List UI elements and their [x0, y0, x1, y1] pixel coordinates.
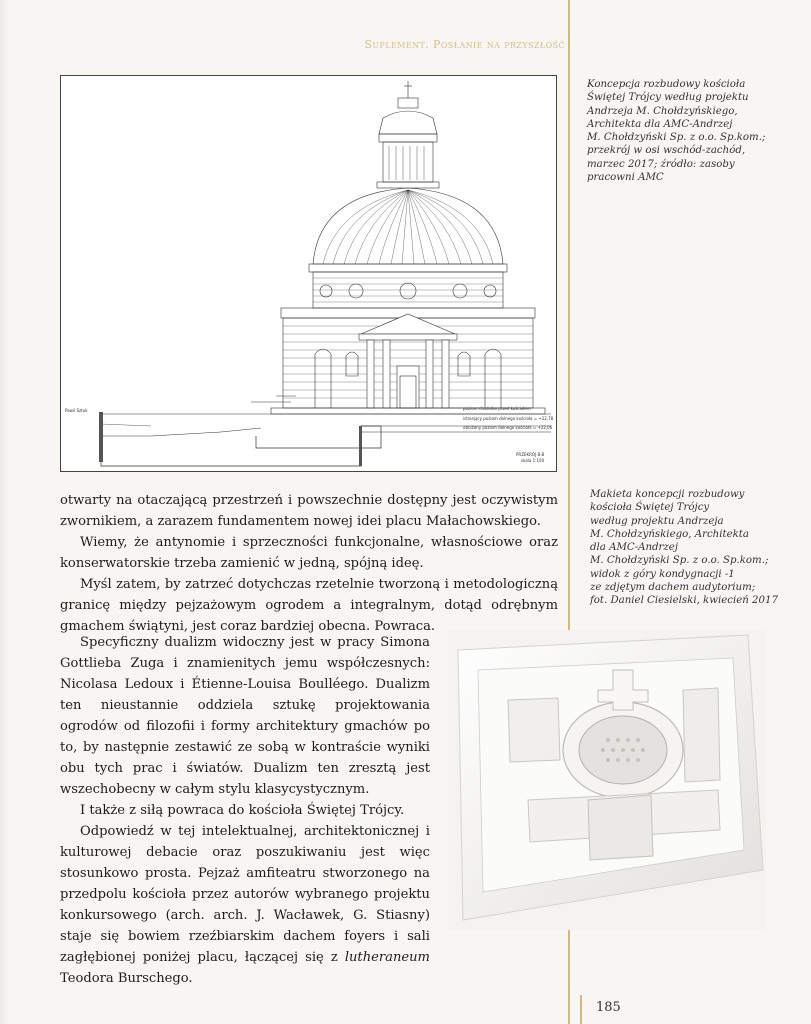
- drawing-level-2: istniejący poziom dolnego kościoła = +22,78: [463, 416, 554, 421]
- paragraph: Specyficzny dualizm widoczny jest w pracy Simona Gottlieba Zuga i znamienitych jemu współczesnych: Nicolasa Ledoux i Étienne-Louisa Boulléego. Dualizm ten nieustannie oddziela sztukę projektowania ogrodów od filozofii i formy architektury gmachów po to, by następnie zestawić ze sobą w kontraście wyniki obu tych prac i światów. Dualizm ten zresztą jest wszechobecny w całym stylu klasycystycznym.: [60, 635, 430, 797]
- paragraph: Myśl zatem, by zatrzeć dotychczas rzetelnie tworzoną i metodologiczną granicę między pejzażowym ogrodem a integralnym, dotąd odrębnym gmachem świątyni, jest coraz bardziej obecna. Powraca.: [60, 577, 558, 634]
- paragraph-tail: Teodora Burschego.: [60, 971, 193, 986]
- caption-line: przekrój w osi wschód-zachód,: [587, 145, 746, 157]
- model-photo: [448, 630, 766, 930]
- paragraph: I także z siłą powraca do kościoła Świętej Trójcy.: [80, 803, 405, 818]
- page-number-rule: [580, 995, 582, 1024]
- section-drawing-svg: [61, 76, 556, 471]
- paragraph: otwarty na otaczającą przestrzeń i powszechnie dostępny jest oczywistym zwornikiem, a zarazem fundamentem nowej idei placu Małachowskiego.: [60, 493, 558, 529]
- paragraph-text: Odpowiedź w tej intelektualnej, architektonicznej i kulturowej debacie oraz poszukiwaniu jest więc stosunkowo prosta. Pejzaż amfiteatru stworzonego na przedpolu kościoła przez autorów wybranego projektu konkursowego (arch. arch. J. Wacławek, G. Stiasny) staje się bowiem rzeźbiarskim dachem foyers i sali zagłębionej poniżej placu, łączącej się z: [60, 824, 430, 965]
- caption-line: według projektu Andrzeja: [590, 515, 724, 527]
- caption-line: M. Chołdzyński Sp. z o.o. Sp.kom.;: [590, 555, 769, 567]
- italic-term: lutheraneum: [344, 950, 430, 965]
- caption-line: dla AMC-Andrzej: [590, 542, 678, 554]
- caption-line: fot. Daniel Ciesielski, kwiecień 2017: [590, 595, 778, 607]
- caption-line: Świętej Trójcy według projektu: [587, 92, 749, 104]
- caption-line: Koncepcja rozbudowy kościoła: [587, 79, 746, 90]
- caption-line: marzec 2017; źródło: zasoby: [587, 158, 735, 170]
- caption-line: Andrzeja M. Chołdzyńskiego,: [587, 105, 738, 117]
- caption-line: Makieta koncepcji rozbudowy: [590, 489, 745, 500]
- page-number: 185: [596, 1000, 621, 1015]
- paragraph: [60, 821, 430, 989]
- caption-line: M. Chołdzyńskiego, Architekta: [590, 528, 749, 540]
- running-head: Suplement. Posłanie na przyszłość: [364, 38, 565, 51]
- caption-line: Architekta dla AMC-Andrzej: [587, 118, 733, 130]
- drawing-label-left: Pawil Sztuk: [65, 408, 88, 413]
- caption-line: ze zdjętym dachem audytorium;: [590, 582, 756, 594]
- drawing-scale: skala 1:100: [521, 458, 545, 463]
- body-text-narrow: [60, 632, 430, 989]
- caption-line: kościoła Świętej Trójcy: [590, 502, 710, 514]
- caption-line: M. Chołdzyński Sp. z o.o. Sp.kom.;: [587, 132, 766, 144]
- paragraph: Wiemy, że antynomie i sprzeczności funkcjonalne, własnościowe oraz konserwatorskie trzeba zamienić w jedną, spójną ideę.: [60, 535, 558, 571]
- caption-line: pracowni AMC: [587, 172, 664, 184]
- drawing-level-3: obniżony poziom dolnego kościoła = +22,06: [463, 425, 553, 430]
- caption-section-drawing: [587, 78, 792, 184]
- model-photo-svg: [448, 630, 766, 930]
- caption-model-photo: [590, 488, 795, 608]
- drawing-level-1: poziom chodnika przed kościołem: [463, 406, 531, 411]
- drawing-section-title: PRZEKRÓJ B-B: [516, 452, 545, 457]
- section-drawing: [60, 75, 557, 472]
- caption-line: widok z góry kondygnacji -1: [590, 568, 735, 580]
- body-text-full-width: [60, 490, 558, 637]
